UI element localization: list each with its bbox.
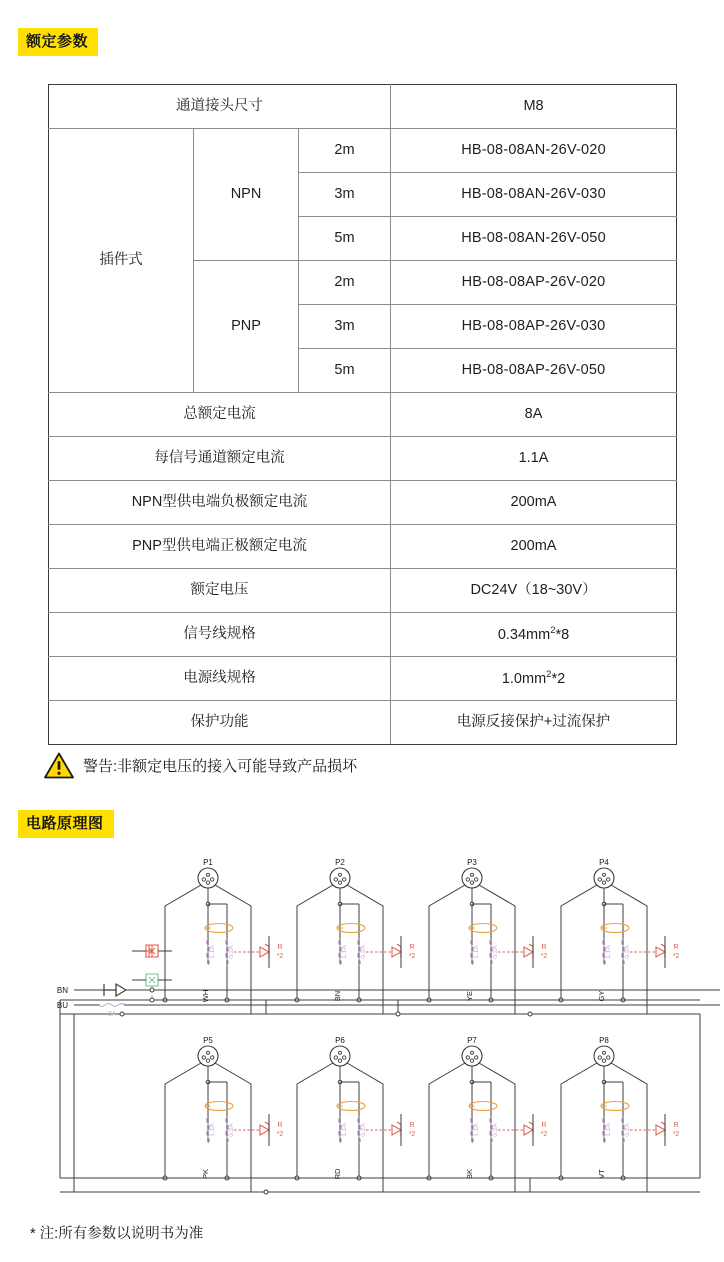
cell-spec-value: 200mA [391,525,677,569]
wire-color-label-P1: WH [201,989,210,1003]
cell-spec-value-signal-wire [391,613,677,657]
table-row [49,701,677,745]
connector-pin-P7-2 [475,1056,478,1059]
power-fuse-label-P4: 0.2A [624,945,631,959]
tvs-P6-triangle [392,1125,401,1135]
power-fuse-label-P3: 0.2A [492,945,499,959]
bus-node-main-2 [120,1012,124,1016]
cell-connector-type: 插件式 [49,129,194,393]
connector-pin-P3-1 [466,878,469,881]
wire-color-label-P2: BN [333,990,342,1002]
tvs-P7-bar-top [529,1122,533,1125]
power-wire-base: 1.0mm [501,670,547,687]
cell-spec-label: NPN型供电端负极额定电流 [49,481,391,525]
connector-pin-P7-4 [471,1051,474,1054]
table-row [49,129,677,173]
signal-fuse-label-P8: 1.1A [605,1123,612,1137]
resistor-qty-label-P7: *2 [540,1131,548,1138]
tvs-P7-triangle [524,1125,533,1135]
connector-pin-P6-3 [338,1059,341,1062]
connector-pin-P1-2 [211,878,214,881]
signal-wire-tail: *8 [555,626,570,643]
signal-fuse-label-P7: 1.1A [473,1123,480,1137]
connector-pin-P3-2 [475,878,478,881]
connector-pin-P2-1 [334,878,337,881]
connector-pin-P4-2 [607,878,610,881]
signal-fuse-label-P1: 1.1A [209,945,216,959]
connector-pin-P4-1 [598,878,601,881]
connector-pin-P5-4 [207,1051,210,1054]
cell-spec-value: 200mA [391,481,677,525]
signal-wire-base: 0.34mm [497,626,551,643]
connector-pin-P1-4 [207,873,210,876]
branch-left-P8 [561,1063,597,1178]
cell-mode-npn: NPN [194,129,299,261]
signal-wire-sup: 2 [550,625,556,637]
resistor-label-P1: R [277,944,283,951]
supply-label-bn: BN [56,986,68,995]
warning-triangle-icon [44,752,74,779]
power-wire-sup: 2 [546,669,552,681]
connector-pin-P5-3 [206,1059,209,1062]
circuit-schematic-diagram [0,848,724,1218]
branch-left-P5 [165,1063,201,1178]
connector-label-P1: P1 [203,858,213,867]
resistor-label-P4: R [673,944,679,951]
signal-fuse-label-P6: 1.1A [341,1123,348,1137]
warning-text: 警告:非额定电压的接入可能导致产品损坏 [83,758,358,775]
power-wire-tail: *2 [551,670,566,687]
power-fuse-label-P2: 0.2A [360,945,367,959]
connector-pin-P2-4 [339,873,342,876]
cell-part-number: HB-08-08AP-26V-030 [391,305,677,349]
wire-color-label-P5: PK [201,1168,210,1180]
cell-part-number: HB-08-08AN-26V-020 [391,129,677,173]
connector-pin-P1-1 [202,878,205,881]
cell-spec-label: 保护功能 [49,701,391,745]
resistor-label-P3: R [541,944,547,951]
cell-length: 5m [299,349,391,393]
connector-pin-P3-4 [471,873,474,876]
tvs-P2-bar-top [397,944,401,947]
tvs-P5-triangle [260,1125,269,1135]
table-row-header [49,85,677,129]
connector-pin-P1-3 [206,881,209,884]
tvs-P8-bar-top [661,1122,665,1125]
spec-table [48,84,677,745]
connector-pin-P4-3 [602,881,605,884]
resistor-qty-label-P5: *2 [276,1131,284,1138]
signal-fuse-label-P2: 1.1A [341,945,348,959]
connector-pin-P4-4 [603,873,606,876]
led-green-x [149,977,155,983]
tvs-P1-bar-top [265,944,269,947]
connector-pin-P8-3 [602,1059,605,1062]
connector-label-P4: P4 [599,858,609,867]
table-row [49,481,677,525]
wire-color-label-P3: YE [465,990,474,1002]
branch-left-P3 [429,885,465,1000]
wire-color-label-P4: GY [597,990,606,1002]
cell-part-number: HB-08-08AP-26V-020 [391,261,677,305]
resistor-label-P8: R [673,1122,679,1129]
drop-node-4 [528,1012,532,1016]
section-heading-circuit-diagram: 电路原理图 [18,810,114,838]
connector-pin-P5-2 [211,1056,214,1059]
connector-pin-P2-2 [343,878,346,881]
resistor-qty-label-P6: *2 [408,1131,416,1138]
drop-node-3 [264,1190,268,1194]
cell-spec-value: DC24V（18~30V） [391,569,677,613]
connector-pin-P8-4 [603,1051,606,1054]
connector-pin-P8-1 [598,1056,601,1059]
connector-label-P2: P2 [335,858,345,867]
cell-part-number: HB-08-08AN-26V-050 [391,217,677,261]
connector-pin-P7-1 [466,1056,469,1059]
connector-label-P5: P5 [203,1036,213,1045]
connector-label-P7: P7 [467,1036,477,1045]
cell-part-number: HB-08-08AN-26V-030 [391,173,677,217]
branch-left-P4 [561,885,597,1000]
connector-pin-P3-3 [470,881,473,884]
connector-pin-P6-1 [334,1056,337,1059]
cell-length: 2m [299,261,391,305]
table-row [49,613,677,657]
cell-length: 2m [299,129,391,173]
resistor-qty-label-P8: *2 [672,1131,680,1138]
cell-spec-label: PNP型供电端正极额定电流 [49,525,391,569]
bus-node-main-1 [150,998,154,1002]
tvs-P1-triangle [260,947,269,957]
cell-part-number: HB-08-08AP-26V-050 [391,349,677,393]
cell-length: 3m [299,173,391,217]
connector-label-P8: P8 [599,1036,609,1045]
cell-spec-label: 信号线规格 [49,613,391,657]
connector-label-P3: P3 [467,858,477,867]
connector-pin-P7-3 [470,1059,473,1062]
branch-left-P2 [297,885,333,1000]
resistor-label-P6: R [409,1122,415,1129]
connector-pin-P2-3 [338,881,341,884]
resistor-label-P7: R [541,1122,547,1129]
tvs-P3-bar-top [529,944,533,947]
power-fuse-label-P8: 0.2A [624,1123,631,1137]
power-fuse-label-P6: 0.2A [360,1123,367,1137]
cell-spec-value: 1.1A [391,437,677,481]
led-red-lead [146,945,152,957]
tvs-P4-triangle [656,947,665,957]
resistor-qty-label-P3: *2 [540,953,548,960]
branch-left-P7 [429,1063,465,1178]
wire-color-label-P8: VT [597,1169,606,1179]
resistor-qty-label-P2: *2 [408,953,416,960]
signal-fuse-label-P4: 1.1A [605,945,612,959]
connector-label-P6: P6 [335,1036,345,1045]
wire-color-label-P6: RD [333,1168,342,1180]
drop-node-2 [396,1012,400,1016]
resistor-qty-label-P1: *2 [276,953,284,960]
tvs-P5-bar-top [265,1122,269,1125]
cell-spec-label: 总额定电流 [49,393,391,437]
connector-pin-P6-2 [343,1056,346,1059]
cell-spec-label: 电源线规格 [49,657,391,701]
tvs-P4-bar-top [661,944,665,947]
tvs-P6-bar-top [397,1122,401,1125]
table-row [49,569,677,613]
spec-table-container [48,84,676,745]
power-fuse-label-P7: 0.2A [492,1123,499,1137]
connector-pin-P6-4 [339,1051,342,1054]
tvs-P2-triangle [392,947,401,957]
power-fuse-label-P5: 0.2A [228,1123,235,1137]
signal-fuse-label-P3: 1.1A [473,945,480,959]
connector-pin-P5-1 [202,1056,205,1059]
bn-node [150,988,154,992]
wire-color-label-P7: BK [465,1168,474,1180]
section-heading-rated-parameters: 额定参数 [18,28,98,56]
cell-mode-pnp: PNP [194,261,299,393]
branch-left-P1 [165,885,201,1000]
table-row [49,437,677,481]
cell-spec-value: 电源反接保护+过流保护 [391,701,677,745]
cell-channel-connector-size-value: M8 [391,85,677,129]
signal-fuse-label-P5: 1.1A [209,1123,216,1137]
cell-spec-value: 8A [391,393,677,437]
input-diode-tri [116,984,126,996]
main-fuse [99,1004,125,1007]
footnote-text: * 注:所有参数以说明书为准 [30,1226,204,1242]
table-row [49,393,677,437]
cell-spec-label: 额定电压 [49,569,391,613]
supply-label-bu: BU [56,1001,68,1010]
cell-channel-connector-size-label: 通道接头尺寸 [49,85,391,129]
cell-length: 3m [299,305,391,349]
cell-spec-label: 每信号通道额定电流 [49,437,391,481]
table-row [49,525,677,569]
main-fuse-label: 8A [107,1011,117,1018]
cell-length: 5m [299,217,391,261]
branch-left-P6 [297,1063,333,1178]
connector-pin-P8-2 [607,1056,610,1059]
cell-spec-value-power-wire [391,657,677,701]
table-row [49,657,677,701]
resistor-qty-label-P4: *2 [672,953,680,960]
input-diode [104,984,116,996]
power-fuse-label-P1: 0.2A [228,945,235,959]
tvs-P8-triangle [656,1125,665,1135]
tvs-P3-triangle [524,947,533,957]
warning-banner [44,752,357,779]
resistor-label-P2: R [409,944,415,951]
resistor-label-P5: R [277,1122,283,1129]
